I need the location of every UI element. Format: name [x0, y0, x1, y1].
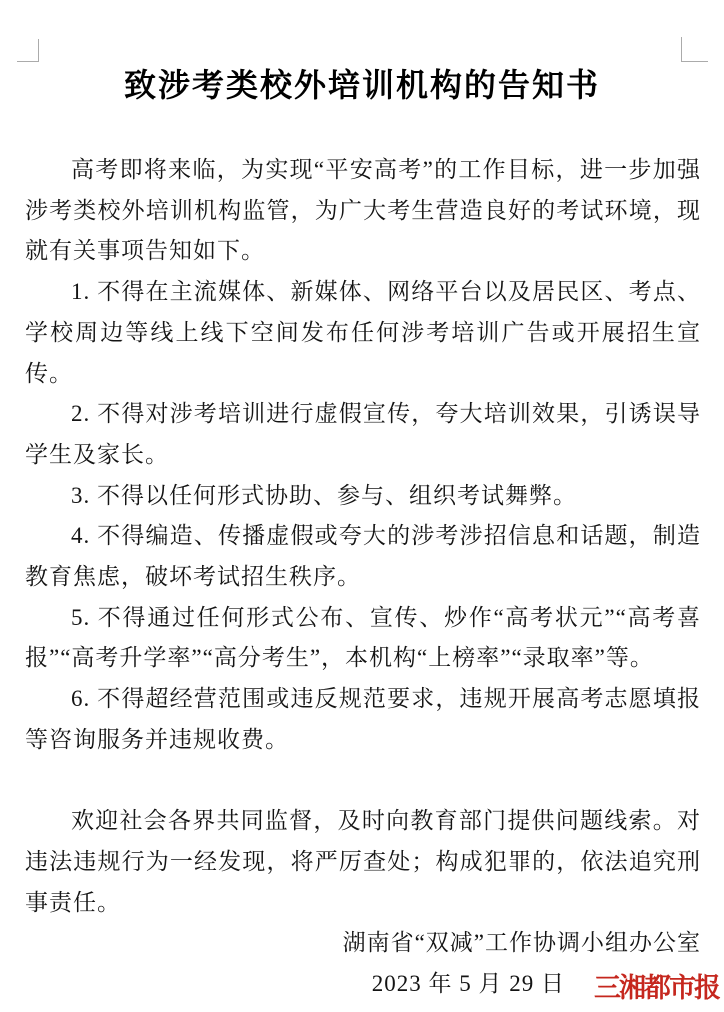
paragraph-item-4: 4. 不得编造、传播虚假或夸大的涉考涉招信息和话题，制造教育焦虑，破坏考试招生秩序。	[25, 523, 701, 590]
paragraph-intro: 高考即将来临，为实现“平安高考”的工作目标，进一步加强涉考类校外培训机构监管，为广大考生营造良好的考试环境，现就有关事项告知如下。	[25, 157, 701, 264]
paragraph-item-1: 1. 不得在主流媒体、新媒体、网络平台以及居民区、考点、学校周边等线上线下空间发布任何涉考培训广告或开展招生宣传。	[25, 279, 701, 386]
paragraph-closing: 欢迎社会各界共同监督，及时向教育部门提供问题线索。对违法违规行为一经发现，将严厉查处；构成犯罪的，依法追究刑事责任。	[25, 808, 701, 915]
paragraph-item-5: 5. 不得通过任何形式公布、宣传、炒作“高考状元”“高考喜报”“高考升学率”“高分考生”，本机构“上榜率”“录取率”等。	[25, 604, 701, 671]
signature-date: 2023 年 5 月 29 日	[371, 971, 565, 997]
paragraph-item-2: 2. 不得对涉考培训进行虚假宣传，夸大培训效果，引诱误导学生及家长。	[25, 401, 701, 467]
news-outlet-logo: 三湘都市报	[594, 973, 719, 1003]
document-title: 致涉考类校外培训机构的告知书	[123, 67, 600, 103]
document-body	[25, 150, 701, 1005]
signature-issuing-office: 湖南省“双减”工作协调小组办公室	[342, 930, 701, 956]
paragraph-item-6: 6. 不得超经营范围或违反规范要求，违规开展高考志愿填报等咨询服务并违规收费。	[25, 686, 701, 752]
text-boundary-corner-mark-top-right	[681, 37, 708, 62]
text-boundary-corner-mark-top-left	[17, 39, 39, 62]
paragraph-item-3: 3. 不得以任何形式协助、参与、组织考试舞弊。	[71, 482, 577, 508]
